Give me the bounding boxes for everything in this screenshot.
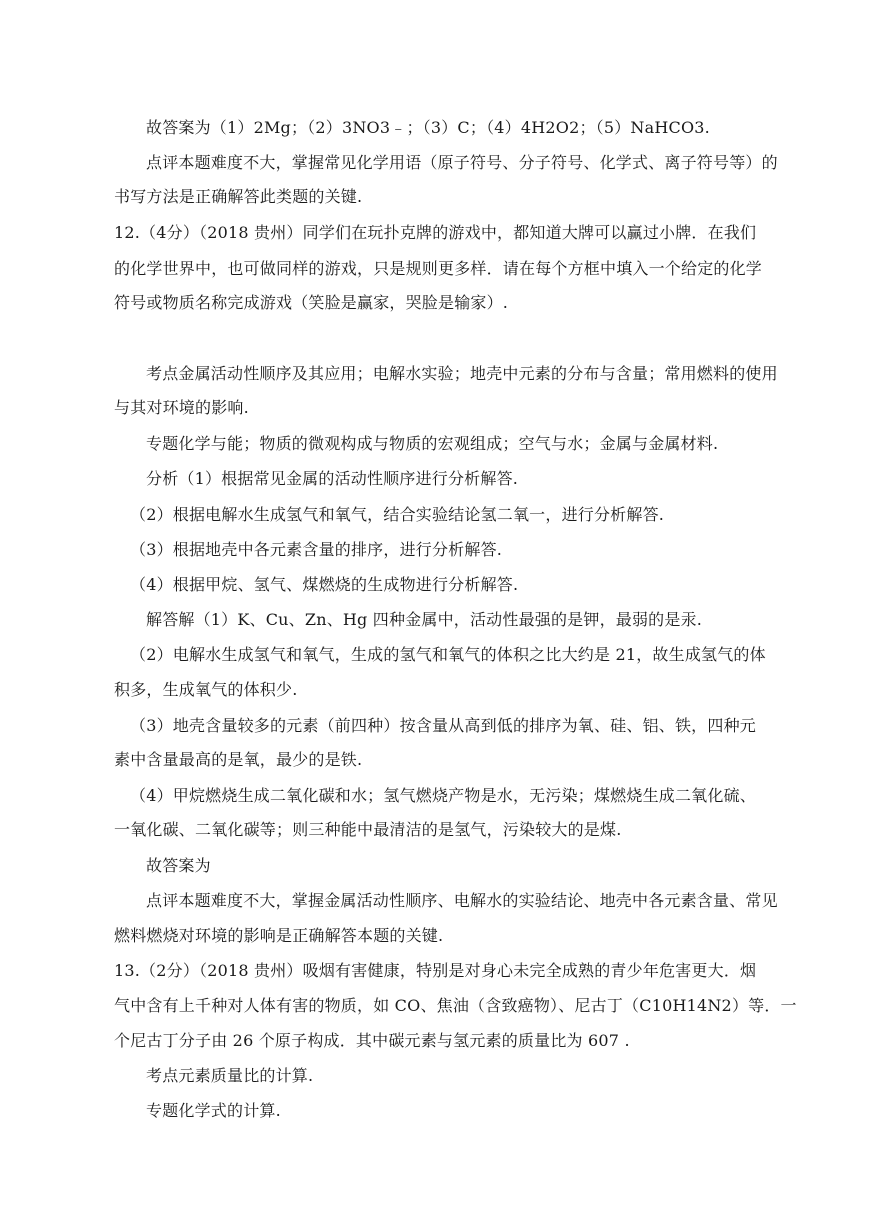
key-point-line-13: 考点元素质量比的计算. (146, 1066, 314, 1085)
solution-line-4: （4）甲烷燃烧生成二氧化碳和水；氢气燃烧产物是水，无污染；煤燃烧生成二氧化硫、 (130, 786, 756, 805)
analysis-line-3: （3）根据地壳中各元素含量的排序，进行分析解答. (130, 540, 503, 559)
question-12-line-2: 的化学世界中，也可做同样的游戏，只是规则更多样．请在每个方框中填入一个给定的化学 (114, 259, 763, 278)
comment-line-2-cont: 燃料燃烧对环境的影响是正确解答本题的关键. (114, 926, 444, 945)
question-13-line-3: 个尼古丁分子由 26 个原子构成．其中碳元素与氢元素的质量比为 607 . (114, 1031, 630, 1050)
topic-line-13: 专题化学式的计算. (146, 1101, 281, 1120)
topic-line: 专题化学与能；物质的微观构成与物质的宏观组成；空气与水；金属与金属材料. (146, 434, 719, 453)
key-point-line: 考点金属活动性顺序及其应用；电解水实验；地壳中元素的分布与含量；常用燃料的使用 (146, 364, 778, 383)
comment-line-2: 点评本题难度不大，掌握金属活动性顺序、电解水的实验结论、地壳中各元素含量、常见 (146, 891, 778, 910)
key-point-line-cont: 与其对环境的影响. (114, 398, 249, 417)
solution-line-2-cont: 积多，生成氧气的体积少. (114, 680, 298, 699)
question-13-line-2: 气中含有上千种对人体有害的物质，如 CO、焦油（含致癌物）、尼古丁（C10H14N2）等．一 (114, 996, 797, 1015)
comment-line-cont: 书写方法是正确解答此类题的关键. (114, 187, 363, 206)
analysis-line-1: 分析（1）根据常见金属的活动性顺序进行分析解答. (146, 469, 519, 488)
question-12-line: 12.（4分）（2018 贵州）同学们在玩扑克牌的游戏中，都知道大牌可以赢过小牌．在我们 (114, 223, 757, 242)
solution-line-1: 解答解（1）K、Cu、Zn、Hg 四种金属中，活动性最强的是钾，最弱的是汞. (146, 610, 703, 629)
solution-line-3-cont: 素中含量最高的是氧，最少的是铁. (114, 750, 363, 769)
comment-line: 点评本题难度不大，掌握常见化学用语（原子符号、分子符号、化学式、离子符号等）的 (146, 153, 778, 172)
question-12-line-3: 符号或物质名称完成游戏（笑脸是赢家，哭脸是输家）. (114, 293, 509, 312)
answer-label: 故答案为 (146, 856, 211, 875)
analysis-line-4: （4）根据甲烷、氢气、煤燃烧的生成物进行分析解答. (130, 575, 519, 594)
solution-line-2: （2）电解水生成氢气和氧气，生成的氢气和氧气的体积之比大约是 21，故生成氢气的体 (130, 645, 766, 664)
solution-line-3: （3）地壳含量较多的元素（前四种）按含量从高到低的排序为氧、硅、铝、铁，四种元 (130, 716, 756, 735)
question-13-line: 13.（2分）（2018 贵州）吸烟有害健康，特别是对身心未完全成熟的青少年危害更大．烟 (114, 961, 757, 980)
solution-line-4-cont: 一氧化碳、二氧化碳等；则三种能中最清洁的是氢气，污染较大的是煤. (114, 820, 622, 839)
answer-line: 故答案为（1）2Mg；（2）3NO3﹣；（3）C；（4）4H2O2；（5）NaHCO3. (146, 118, 710, 137)
analysis-line-2: （2）根据电解水生成氢气和氧气，结合实验结论氢二氧一，进行分析解答. (130, 505, 665, 524)
